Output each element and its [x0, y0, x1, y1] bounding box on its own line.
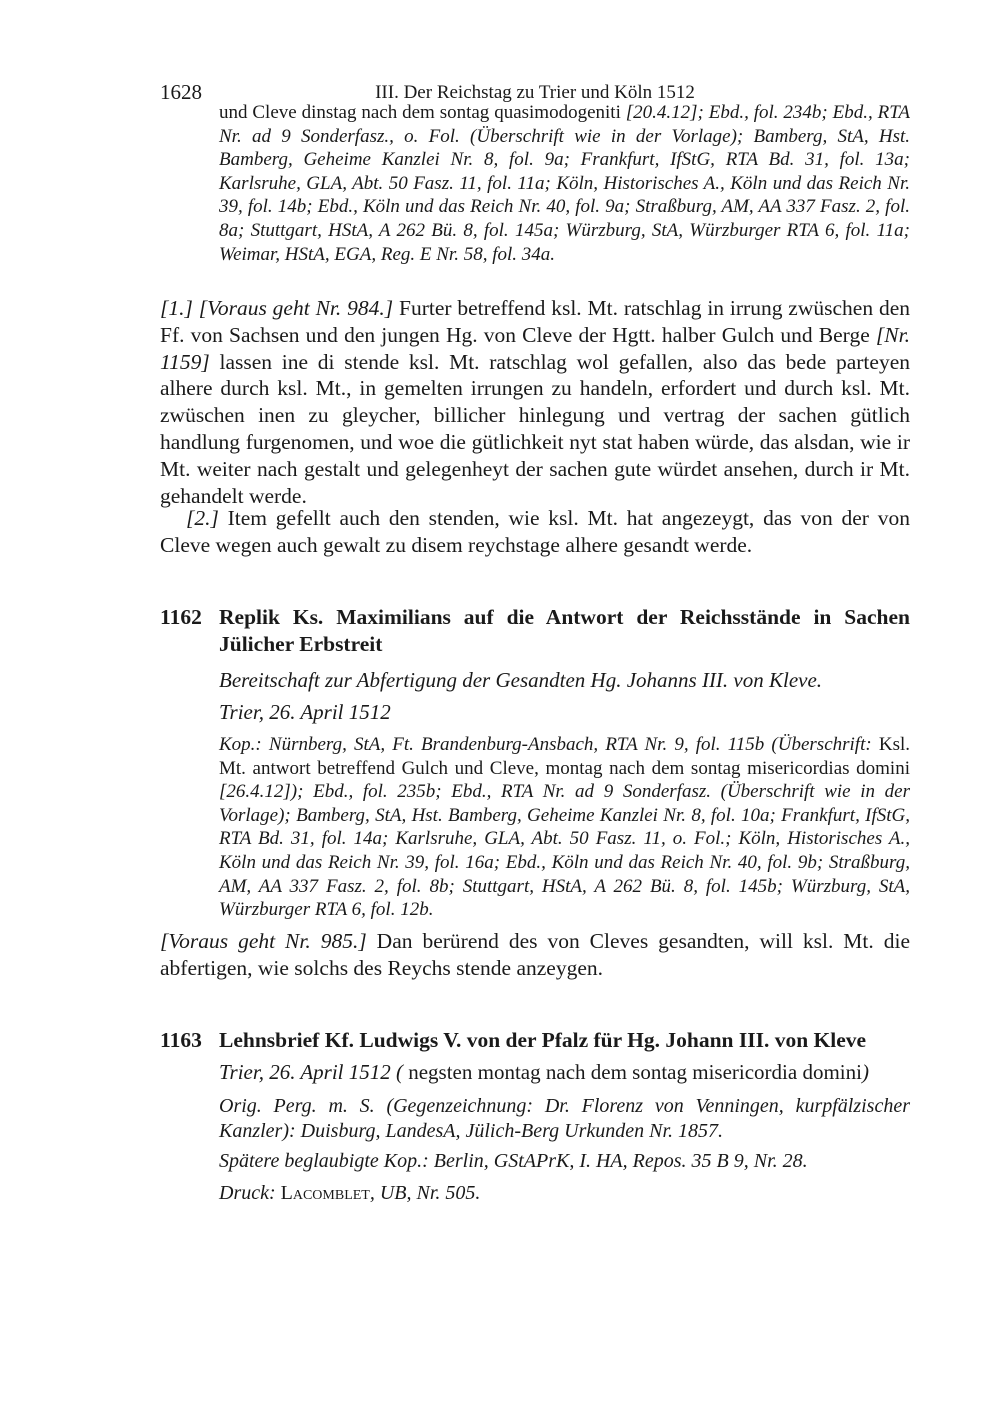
text-segment: [26.4.12]); Ebd., fol. 235b; Ebd., RTA Nr. ad 9 Sonderfasz. (Überschrift wie in der Vorlage); Bamberg, StA, Hst. Bamberg, Geheime Kanzlei Nr. 8, fol. 10a; Frankfurt, IfStG, RTA Bd. 31, fol. 14a; Karlsruhe, GLA, Abt. 50 Fasz. 11, o. Fol.; Köln, Historisches A., Köln und das Reich Nr. 39, fol. 16a; Ebd., Köln und das Reich Nr. 40, fol. 9b; Straßburg, AM, AA 337 Fasz. 2, fol. 8b; Stuttgart, HStA, A 262 Bü. 8, fol. 145b; Würzburg, StA, Würzburger RTA 6, fol. 12b. [219, 781, 910, 921]
text-segment: und Cleve dinstag nach dem sontag quasimodogeniti [219, 102, 626, 123]
page-number: 1628 [160, 80, 202, 104]
text-segment: Furter betreffend ksl. Mt. ratschlag in irrung zwüschen den Ff. von Sachsen und den jungen Hg. von Cleve der Hgtt. halber Gulch und Berge [160, 296, 910, 347]
document-title: Replik Ks. Maximilians auf die Antwort der Reichsstände in Sachen Jülicher Erbstreit [219, 605, 910, 656]
text-segment: Item gefellt auch den stenden, wie ksl. Mt. hat angezeygt, das von der von Cleve wegen auch gewalt zu disem reychstage alhere gesandt werde. [160, 506, 910, 557]
paragraph-2 [160, 505, 910, 559]
document-text [160, 928, 910, 982]
text-segment: Trier, 26. April 1512 ( [219, 1060, 403, 1084]
text-segment: ) [861, 1060, 869, 1084]
text-segment: Lacomblet [280, 1182, 370, 1204]
document-title: Lehnsbrief Kf. Ludwigs V. von der Pfalz für Hg. Johann III. von Kleve [219, 1028, 867, 1052]
text-segment: [2.] [186, 506, 219, 530]
document-date [219, 1060, 910, 1085]
text-segment: [Nr. 1159] [160, 322, 910, 374]
document-original: Orig. Perg. m. S. (Gegenzeichnung: Dr. Florenz von Venningen, kurpfälzischer Kanzler): Duisburg, LandesA, Jülich-Berg Urkunden Nr. 1857. [219, 1095, 910, 1142]
text-segment: lassen ine di stende ksl. Mt. ratschlag wol gefallen, also das bede parteyen alhere durch ksl. Mt., in gemelten irrungen zu handeln, erfordert und durch ksl. Mt. zwüschen inen zu gleycher, billicher hinlegung und vertrag der sachen gütlich handlung furgenomen, und woe die gütlichkeit nyt stat haben würde, das alsdan, wie ir Mt. weiter nach gestalt und gelegenheyt der sachen gute würdet ansehen, durch ir Mt. gehandelt werde. [160, 349, 910, 508]
text-segment: Dan berürend des von Cleves gesandten, will ksl. Mt. die abfertigen, wie solchs des Reychs stende anzeygen. [160, 929, 911, 980]
document-print [219, 1182, 910, 1205]
document-number: 1163 [160, 1028, 202, 1052]
text-segment: [Voraus geht Nr. 985.] [160, 929, 367, 953]
running-title: III. Der Reichstag zu Trier und Köln 1512 [375, 82, 695, 103]
document-copy: Spätere beglaubigte Kop.: Berlin, GStAPrK, I. HA, Repos. 35 B 9, Nr. 28. [219, 1150, 808, 1172]
document-sources [219, 733, 910, 922]
text-segment: [1.] [Voraus geht Nr. 984.] [160, 296, 394, 320]
document-summary: Bereitschaft zur Abfertigung der Gesandten Hg. Johanns III. von Kleve. [219, 668, 823, 692]
text-segment: Druck: [219, 1182, 281, 1204]
document-1162-heading [160, 604, 910, 658]
text-segment: negsten montag nach dem sontag misericordia domini [402, 1060, 862, 1084]
paragraph-1 [160, 295, 910, 509]
text-segment: Kop.: Nürnberg, StA, Ft. Brandenburg-Ansbach, RTA Nr. 9, fol. 115b (Überschrift: [219, 734, 879, 755]
document-date: Trier, 26. April 1512 [219, 700, 391, 724]
document-number: 1162 [160, 605, 202, 629]
document-1163-heading [160, 1027, 910, 1054]
text-segment: Ksl. Mt. antwort betreffend Gulch und Cleve, montag nach dem sontag misericordias domini [219, 734, 910, 779]
text-segment: [20.4.12]; Ebd., fol. 234b; Ebd., RTA Nr. ad 9 Sonderfasz., o. Fol. (Überschrift wie in der Vorlage); Bamberg, StA, Hst. Bamberg, Geheime Kanzlei Nr. 8, fol. 9a; Frankfurt, IfStG, RTA Bd. 31, fol. 13a; Karlsruhe, GLA, Abt. 50 Fasz. 11, fol. 11a; Köln, Historisches A., Köln und das Reich Nr. 39, fol. 14b; Ebd., Köln und das Reich Nr. 40, fol. 9a; Straßburg, AM, AA 337 Fasz. 2, fol. 8a; Stuttgart, HStA, A 262 Bü. 8, fol. 145a; Würzburg, StA, Würzburger RTA 6, fol. 11a; Weimar, HStA, EGA, Reg. E Nr. 58, fol. 34a. [219, 102, 910, 265]
text-segment: , UB, Nr. 505. [369, 1182, 481, 1204]
previous-document-sources [219, 101, 910, 266]
